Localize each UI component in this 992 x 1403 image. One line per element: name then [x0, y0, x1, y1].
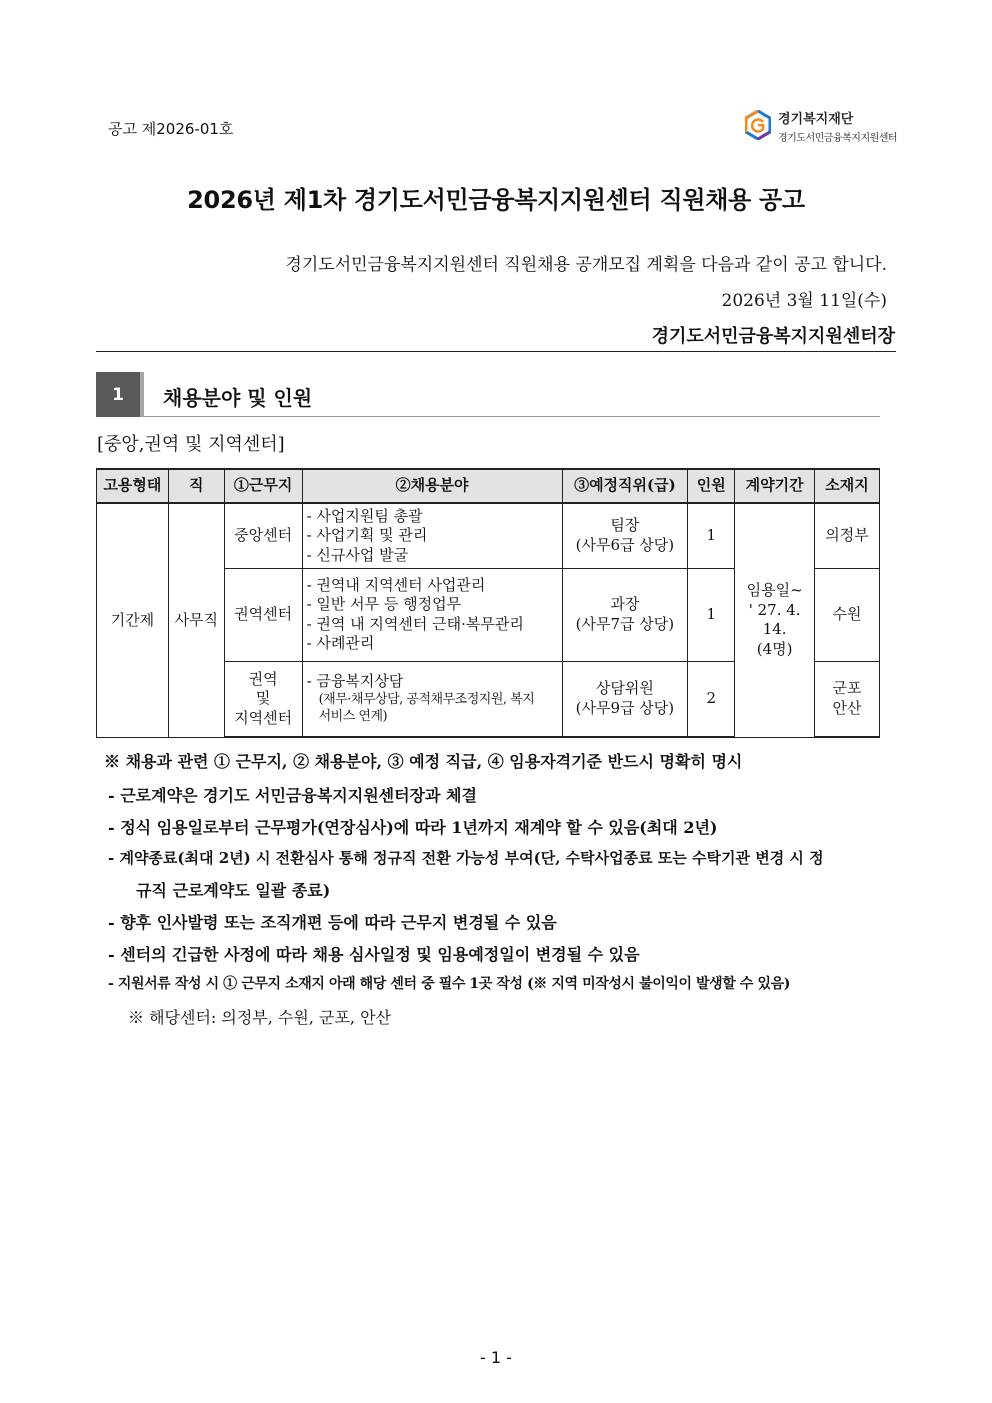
- note-item: ※ 해당센터: 의정부, 수원, 군포, 안산: [128, 1008, 392, 1027]
- page-number: - 1 -: [480, 1348, 512, 1367]
- logo-sub-name: 경기도서민금융복지지원센터: [778, 133, 898, 144]
- note-item: - 지원서류 작성 시 ① 근무지 소재지 아래 해당 센터 중 필수 1곳 작성 (※ 지역 미작성시 불이익이 발생할 수 있음): [108, 976, 790, 992]
- workplace-cell: 권역센터: [224, 568, 302, 661]
- location-cell: 군포 안산: [815, 661, 880, 737]
- recruitment-table: [96, 468, 880, 738]
- location-cell: 수원: [815, 568, 880, 661]
- notice-number: 공고 제2026-01호: [108, 120, 234, 138]
- document-title: 2026년 제1차 경기도서민금융복지지원센터 직원채용 공고: [187, 186, 805, 214]
- count-cell: 1: [688, 503, 735, 568]
- position-cell: 팀장 (사무6급 상당): [562, 503, 688, 568]
- signature: 경기도서민금융복지지원센터장: [651, 326, 895, 347]
- field-cell: - 사업지원팀 총괄 - 사업기획 및 관리 - 신규사업 발굴: [302, 503, 562, 568]
- notes-heading: ※ 채용과 관련 ① 근무지, ② 채용분야, ③ 예정 직급, ④ 임용자격기준 반드시 명확히 명시: [104, 752, 743, 771]
- field-cell: - 권역내 지역센터 사업관리 - 일반 서무 등 행정업무 - 권역 내 지역센터 근태·복무관리 - 사례관리: [302, 568, 562, 661]
- header-count: 인원: [688, 469, 735, 503]
- foundation-logo: [745, 108, 905, 148]
- section-underline: [144, 416, 880, 417]
- subsection-title: [중앙,권역 및 지역센터]: [97, 434, 285, 455]
- header-employment-type: 고용형태: [97, 469, 169, 503]
- note-item: - 계약종료(최대 2년) 시 전환심사 통해 정규직 전환 가능성 부여(단, 수탁사업종료 또는 수탁기관 변경 시 정: [108, 849, 824, 867]
- employment-type-cell: 기간제: [97, 503, 169, 737]
- workplace-cell: 권역 및 지역센터: [224, 661, 302, 737]
- table-header-row: [97, 469, 880, 503]
- intro-text: 경기도서민금융복지지원센터 직원채용 공개모집 계획을 다음과 같이 공고 합니다.: [285, 255, 887, 275]
- header-position: ③예정직위(급): [562, 469, 688, 503]
- logo-org-name: 경기복지재단: [778, 112, 854, 127]
- header-location: 소재지: [815, 469, 880, 503]
- header-job: 직: [168, 469, 224, 503]
- workplace-cell: 중앙센터: [224, 503, 302, 568]
- header-field: ②채용분야: [302, 469, 562, 503]
- table-row: [97, 503, 880, 568]
- foundation-logo-icon: [745, 110, 771, 140]
- field-cell: - 금융복지상담 (재무·채무상담, 공적채무조정지원, 복지 서비스 연계): [302, 661, 562, 737]
- contract-cell: 임용일~ ' 27. 4. 14. (4명): [735, 503, 815, 737]
- note-item: - 향후 인사발령 또는 조직개편 등에 따라 근무지 변경될 수 있음: [108, 913, 557, 932]
- note-item: - 정식 임용일로부터 근무평가(연장심사)에 따라 1년까지 재계약 할 수 있음(최대 2년): [108, 818, 718, 837]
- section-number: 1: [96, 372, 140, 417]
- count-cell: 1: [688, 568, 735, 661]
- section-title: 채용분야 및 인원: [163, 386, 313, 410]
- position-cell: 과장 (사무7급 상당): [562, 568, 688, 661]
- header-workplace: ①근무지: [224, 469, 302, 503]
- header-contract: 계약기간: [735, 469, 815, 503]
- note-item: - 센터의 긴급한 사정에 따라 채용 심사일정 및 임용예정일이 변경될 수 있음: [108, 945, 640, 964]
- location-cell: 의정부: [815, 503, 880, 568]
- note-item: 규직 근로계약도 일괄 종료): [136, 881, 331, 900]
- header-divider: [96, 351, 896, 352]
- position-cell: 상담위원 (사무9급 상당): [562, 661, 688, 737]
- job-cell: 사무직: [168, 503, 224, 737]
- note-item: - 근로계약은 경기도 서민금융복지지원센터장과 체결: [108, 786, 477, 805]
- notice-date: 2026년 3월 11일(수): [721, 291, 887, 311]
- count-cell: 2: [688, 661, 735, 737]
